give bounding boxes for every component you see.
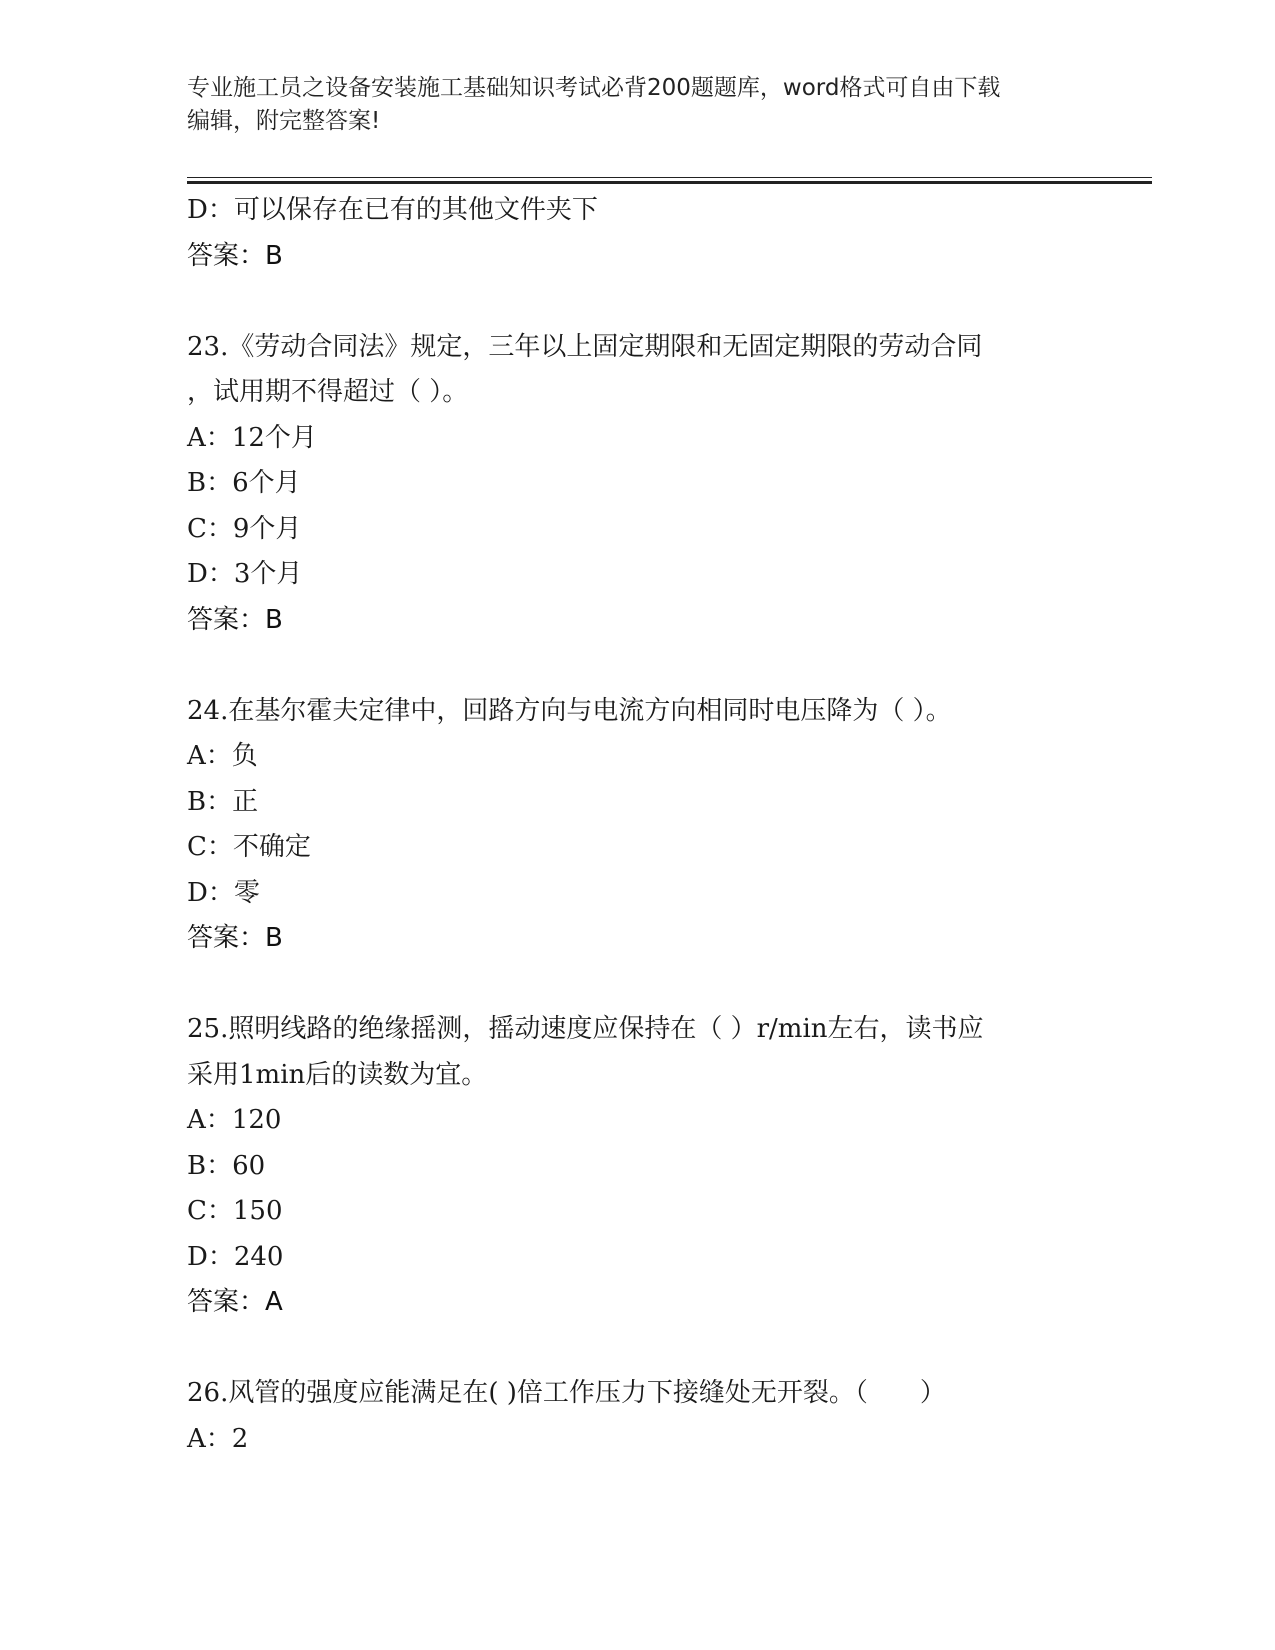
- question-23: [187, 325, 1087, 644]
- option-d: D：可以保存在已有的其他文件夹下: [187, 195, 598, 225]
- question-stem: 26.风管的强度应能满足在( )倍工作压力下接缝处无开裂。（ ）: [187, 1378, 946, 1408]
- option-d: D：3个月: [187, 559, 303, 589]
- question-24: [187, 689, 1087, 962]
- question-stem: 23.《劳动合同法》规定，三年以上固定期限和无固定期限的劳动合同: [187, 331, 983, 362]
- question-stem: 25.照明线路的绝缘摇测，摇动速度应保持在（ ）r/min左右，读书应: [187, 1014, 984, 1044]
- option-a: A：2: [187, 1423, 249, 1454]
- option-d: D：零: [187, 877, 260, 908]
- question-content: [187, 188, 1087, 1462]
- option-c: C：150: [187, 1196, 283, 1226]
- spacer: [187, 1326, 1087, 1372]
- option-c: C：不确定: [187, 832, 311, 862]
- answer-line: 答案：B: [187, 604, 283, 635]
- document-header: [187, 72, 1087, 138]
- option-a: A：负: [187, 741, 258, 771]
- option-b: B：6个月: [187, 468, 301, 498]
- answer-line: 答案：B: [187, 240, 283, 271]
- spacer: [187, 962, 1087, 1008]
- spacer: [187, 279, 1087, 325]
- header-title-line2: 编辑，附完整答案!: [187, 108, 381, 134]
- option-a: A：120: [187, 1105, 282, 1135]
- question-25: [187, 1007, 1087, 1326]
- question-stem-continued: ，试用期不得超过（ ）。: [187, 377, 469, 407]
- header-divider-thin: [187, 177, 1152, 178]
- option-c: C：9个月: [187, 513, 302, 544]
- question-stem-continued: 采用1min后的读数为宜。: [187, 1059, 488, 1090]
- header-title-line1: 专业施工员之设备安装施工基础知识考试必背200题题库，word格式可自由下载: [187, 75, 1001, 101]
- option-b: B：60: [187, 1150, 266, 1181]
- option-a: A：12个月: [187, 422, 317, 453]
- spacer: [187, 643, 1087, 689]
- question-26: [187, 1371, 1087, 1462]
- answer-line: 答案：B: [187, 923, 283, 953]
- answer-line: 答案：A: [187, 1287, 283, 1317]
- option-d: D：240: [187, 1241, 284, 1272]
- option-b: B：正: [187, 786, 259, 817]
- header-divider-thick: [187, 181, 1152, 184]
- question-stem: 24.在基尔霍夫定律中，回路方向与电流方向相同时电压降为（ ）。: [187, 695, 952, 726]
